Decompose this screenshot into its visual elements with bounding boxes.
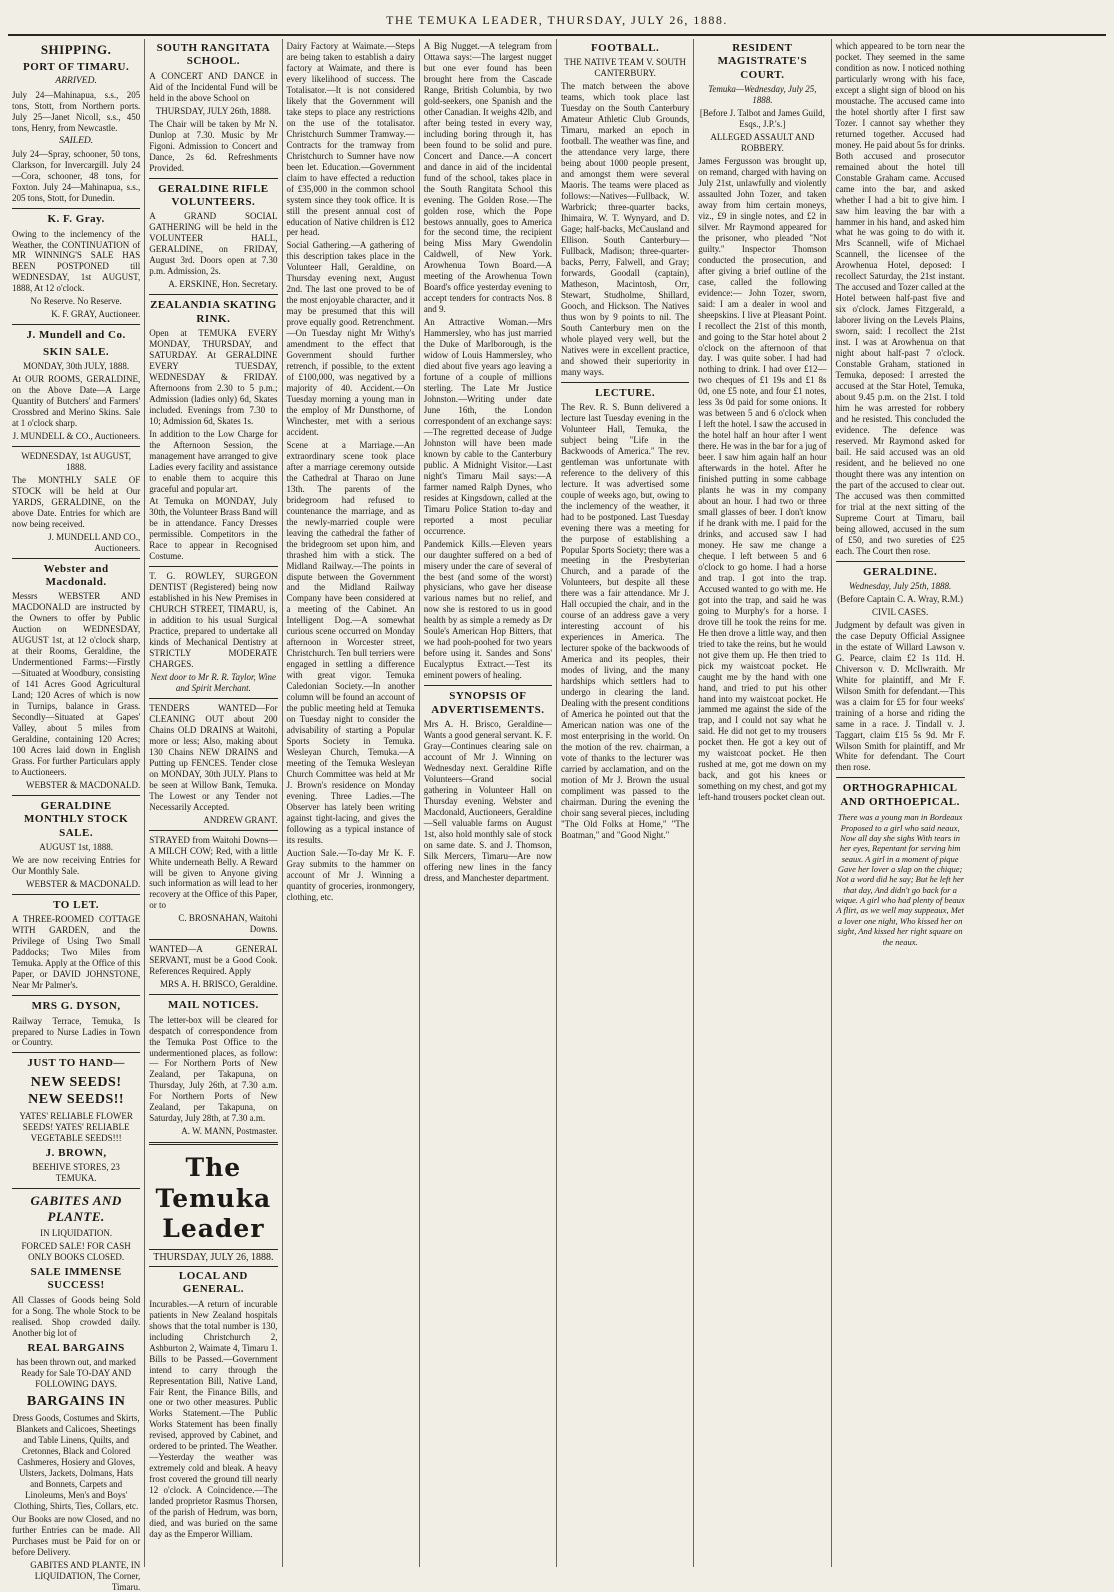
court-heading: RESIDENT MAGISTRATE'S COURT. <box>717 42 808 81</box>
grv-signature: A. ERSKINE, Hon. Secretary. <box>168 279 278 290</box>
dentist-sub: Next door to Mr R. R. Taylor, Wine and Spirit Merchant. <box>150 672 276 693</box>
football-heading: FOOTBALL. <box>590 42 660 54</box>
gabites-signature: GABITES AND PLANTE, IN LIQUIDATION, The Corner, Timaru. <box>30 1559 141 1592</box>
mail-heading: MAIL NOTICES. <box>167 999 259 1012</box>
divider <box>149 939 277 940</box>
wed-date: WEDNESDAY, 1st AUGUST, 1888. <box>21 450 132 472</box>
synopsis-text: Mrs A. H. Brisco, Geraldine—Wants a good general servant. K. F. Gray—Continues clearing sale on account of Mr J. Winning on Wednesday next. Geraldine Rifle Volunteers—Grand social gathering in Volunteer Hall on Thursday evening. Webster and Macdonald, Auctioneers, Geraldine—Sell valuable farms on August 1st, also hold monthly sale of stock on same date. S. and J. Thomson, Silk Mercers, Timaru—Are now offering new lines in the fancy dress, and Manchester department. <box>423 719 552 883</box>
issue-date: THURSDAY, JULY 26, 1888. <box>149 1249 277 1267</box>
port-heading: PORT OF TIMARU. <box>23 60 130 73</box>
seeds-text: YATES' RELIABLE FLOWER SEEDS! YATES' RELIABLE VEGETABLE SEEDS!!! <box>19 1111 133 1143</box>
news-text-2: An Attractive Woman.—Mrs Hammersley, who has just married the Duke of Marlborough, is the widow of Louis Hammersley, who died about five years ago leaving a fortune of a couple of millions sterling. The Late Mr Justice Johnston.—Writing under date June 16th, the London correspondent of an exchange says:—The regretted decease of Judge Johnston will have been made known by cable to the Canterbury public. A Midnight Visitor.—Last night's Timaru Mail says:—A farmer named Ralph Dynes, who resides at Kingsdown, called at the Timaru Police Station to-day and reported a most peculiar occurrence. <box>423 317 552 536</box>
arrived-label: ARRIVED. <box>55 76 97 87</box>
court-before: [Before J. Talbot and James Guild, Esqs., J.P.'s.] <box>699 108 825 130</box>
tolet-text: A THREE-ROOMED COTTAGE WITH GARDEN, and the Privilege of Using Two Small Paddocks; Two Miles from Temuka. Apply at the Office of this Paper, or DAVID JOHNSTONE, Near Mr Palmer's. <box>12 914 141 991</box>
webster-heading: Webster and Macdonald. <box>43 562 109 589</box>
local-text: Incurables.—A return of incurable patients in New Zealand hospitals shows that the total number is 130, including Christchurch 2, Ashburton 2, Waimate 4, Timaru 1. Bills to be Passed.—Government intend to carry through the Representation Bill, Native Land, Fair Rent, the Finance Bills, and one or two other measures. Public Works Statement.—The Public Works Statement has been finally revised, approved by Cabinet, and ordered to be printed. The Weather.—Yesterday the weather was extremely cold and bleak. A heavy frost covered the ground till nearly 12 o'clock. A Coincidence.—The landed proprietor Rasmus Thorsen, of the parish of Hedrum, was born, died, and was buried on the same day as the Emperor William. <box>149 1298 278 1540</box>
brown-text: BEEHIVE STORES, 23 TEMUKA. <box>32 1162 120 1184</box>
rink-text: Open at TEMUKA EVERY MONDAY, THURSDAY, and SATURDAY. At GERALDINE EVERY TUESDAY, WEDNESDAY & FRIDAY. Afternoons from 2.30 to 5 p.m.; Admission (ladies only) 6d, Skates included. Evenings from 7.30 to 10; Admission 6d, Skates 1s. <box>149 327 278 426</box>
skin-date: MONDAY, 30th JULY, 1888. <box>23 361 130 372</box>
mundell-heading: J. Mundell and Co. <box>26 329 126 342</box>
divider <box>12 894 140 895</box>
news-text-1: A Big Nugget.—A telegram from Ottawa says:—The largest nugget but one ever found has been brought here from the Cascade Range, British Columbia, by two gold-seekers, one Spanish and the other Canadian. It weighs 42lb, and after being tested in every way, including boring through it, has been found to be solid and pure. Concert and Dance.—A concert and dance in aid of the incidental fund of the school, takes place in the South Rangitata School this evening. The Golden Rose.—The golden rose, which the Pope bestows annually, goes to America for the second time, the recipient being Miss Mary Gwendolin Caldwell, of New York. Arowhenua Town Board.—A meeting of the Arowhenua Town Board's office yesterday evening to accept tenders for contracts Nos. 8 and 9. <box>423 41 552 315</box>
masthead: THE TEMUKA LEADER, THURSDAY, JULY 26, 1888. <box>8 6 1106 36</box>
mail-text: The letter-box will be cleared for despatch of correspondence from the Temuka Post Office to the undermentioned places, as follow:— For Northern Ports of New Zealand, per Takapuna, on Thursday, July 26th, at 7.30 a.m. For Northern Ports of New Zealand, per Takapuna, on Saturday, July 28th, at 7.30 a.m. <box>149 1014 278 1124</box>
servant-text: WANTED—A GENERAL SERVANT, must be a Good Cook. References Required. Apply <box>149 944 278 977</box>
gabites-heading: GABITES AND PLANTE. <box>30 1193 122 1225</box>
divider <box>12 324 140 325</box>
servant-signature: MRS A. H. BRISCO, Geraldine. <box>159 979 278 990</box>
divider <box>149 830 277 831</box>
divider <box>12 795 140 796</box>
webster-signature: WEBSTER & MACDONALD. <box>26 779 141 790</box>
monthly-heading: GERALDINE MONTHLY STOCK SALE. <box>24 799 129 839</box>
monthly-text: We are now receiving Entries for Our Monthly Sale. <box>12 855 141 877</box>
divider <box>149 698 277 699</box>
divider <box>12 208 140 209</box>
local-heading: LOCAL AND GENERAL. <box>178 1269 248 1296</box>
kf-noreserve: No Reserve. No Reserve. <box>30 296 122 307</box>
geraldine-date: Wednesday, July 25th, 1888. <box>849 580 952 591</box>
sailed-text: July 24—Spray, schooner, 50 tons, Clarkson, for Invercargill. July 24—Cora, schooner, 48 tons, for Foxton. July 24—Mahinapua, s.s., 205 tons, Stott, for Dunedin. <box>12 149 141 204</box>
skin-heading: SKIN SALE. <box>43 345 110 358</box>
news-text-3: Scene at a Marriage.—An extraordinary scene took place after a marriage ceremony outside the Cathedral at Tharao on June 13th. The parents of the bridegroom had refused to countenance the marriage, and as the newly-married couple were leaving the cathedral the father of the bridegroom set upon him, and thrashed him with a stick. The Midland Railway.—The points in dispute between the Government and the Midland Railway Company have been considered at a meeting of the Cabinet. An Intelligent Dog.—A somewhat curious scene occurred on Monday afternoon in Worcester street, Christchurch. Ten bull terriers were engaged in settling a difference with great vigor. Temuka Caledonian Society.—In another column will be found an account of the public meeting held at Temuka on Tuesday night to consider the advisability of starting a Popular Sports Society in Temuka. Wesleyan Church, Temuka.—A meeting of the Temuka Wesleyan Church Committee was held at Mr J. Brown's residence on Monday evening. Three Ladies.—The Observer has lately been writing against tight-lacing, and gives the following as a typical instance of its results. <box>286 439 415 845</box>
ortho-verse: There was a young man in Bordeaux Proposed to a girl who said neaux, Now all day she sighs With tears in her eyes, Repentant for serving him seaux. A girl in a moment of pique Gave her lover a slap on the chique; Not a word did he say; But he left her that day, And didn't go back for a wique. A girl who had plenty of beaux A flirt, as we well may suppeaux, Met a lover one night, Who kissed her on sight, And kissed her right square on the neaux. <box>835 812 965 947</box>
newspaper-logo: The Temuka Leader <box>155 1153 272 1244</box>
divider <box>12 1188 140 1189</box>
divider <box>836 777 965 778</box>
divider <box>12 995 140 996</box>
divider <box>149 1142 277 1145</box>
grv-heading: GERALDINE RIFLE VOLUNTEERS. <box>158 182 269 208</box>
court-continued: which appeared to be torn near the pocket. They seemed in the same condition as now. I noticed nothing particularly wrong with his face, except a slight sign of blood on his moustache. The accused came into the hotel shortly after I first saw Tozer. I cannot say whether they returned together. Accused had money. He paid about 5s for drinks. Both accused and prosecutor remained about the hotel till Constable Graham came. Accused came into the bar, and asked whether I had a bit to give him. I saw him leaving the bar with a hammer in his hand, and asked him what he was going to do with it. Mrs Scannell, wife of Michael Scannell, the licensee of the Arowhenua Hotel, deposed: I recollect Saturday, the 21st instant. The accused and Tozer called at the Hotel between half-past five and six o'clock. James Fitzgerald, a laborer living on the Levels Plains, sworn, said: I recollect the 21st inst. I was at Arowhenua on that night about half-past 7 o'clock. Constable Graham, stationed in Temuka, deposed: I arrested the accused at the Star Hotel, Temuka, about 9.45 p.m. on the 21st. I told him he was arrested for robbery and he resisted. This concluded the evidence. The defence was reserved. Mr Raymond asked for bail. He said accused was an old resident, and he believed no one thought there was any intention on the part of the accused to clear out. The accused was then committed for trial at the next sitting of the Supreme Court at Timaru, bail being allowed, accused in the sum of £50, and two sureties of £25 each. The Court then rose. <box>835 41 965 556</box>
kf-text: Owing to the inclemency of the Weather, the CONTINUATION of MR WINNING'S SALE HAS BEEN POSTPONED till WEDNESDAY, 1st AUGUST, 1888, At 12 o'clock. <box>12 228 141 294</box>
dyson-text: Railway Terrace, Temuka, Is prepared to Nurse Ladies in Town or Country. <box>12 1015 141 1048</box>
football-sub: THE NATIVE TEAM V. SOUTH CANTERBURY. <box>564 57 686 79</box>
dentist-text: T. G. ROWLEY, SURGEON DENTIST (Registered) being now established in his New Premises in CHURCH STREET, TIMARU, is, in addition to his usual Surgical Practice, prepared to undertake all kinds of Mechanical Dentistry at STRICTLY MODERATE CHARGES. <box>149 571 278 670</box>
monthly-signature: WEBSTER & MACDONALD. <box>26 878 141 889</box>
divider <box>12 558 140 559</box>
divider <box>12 1052 140 1053</box>
column-4 <box>420 39 557 1567</box>
column-3 <box>283 39 420 1567</box>
strayed-signature: C. BROSNAHAN, Waitohi Downs. <box>178 913 278 935</box>
column-6 <box>694 39 831 1567</box>
tender-text: TENDERS WANTED—For CLEANING OUT about 200 Chains OLD DRAINS at Waitohi, more or less; Also, making about 130 Chains NEW DRAINS and Putting up FENCES. Tender close on MONDAY, 30th JULY. Plans to be seen at Willow Bank, Temuka. The Lowest or any Tender not Necessarily Accepted. <box>149 702 278 812</box>
tolet-heading: TO LET. <box>53 898 100 911</box>
concert-text: A CONCERT AND DANCE in Aid of the Incidental Fund will be held in the above School on <box>149 70 278 103</box>
bargains-banner: BARGAINS IN <box>26 1393 126 1409</box>
stock-text: The MONTHLY SALE OF STOCK will be held at Our YARDS, GERALDINE, on the above Date. Entries for which are now being received. <box>12 474 141 529</box>
football-text: The match between the above teams, which took place last Tuesday on the South Canterbury Amateur Athletic Club Grounds, Timaru, marked an epoch in football. The weather was fine, and the attendance very large, there being about 1000 people present, and amongst them were several Maoris. The teams were placed as follows:—Natives—Fullback, W. Warbrick; three-quarter backs, Ihimaira, W. T. Wynyard, and D. Gage; half-backs, McCausland and Ellison. South Canterbury—Fullback, Madison; three-quarter-backs, Perry, Falwell, and Gray; forwards, Goodall (captain), Matheson, Macintosh, Orr, Stewart, Studholme, Shillard, Gooch, and Hickson. The Natives thus won by 9 points to nil. The South Canterbury men on the whole played very well, but the Natives were in excellent practice, and showed their superiority in many ways. <box>561 81 690 377</box>
sale-success: SALE IMMENSE SUCCESS! <box>30 1265 122 1292</box>
webster-text: Messrs WEBSTER AND MACDONALD are instructed by the Owners to offer by Public Auction on WEDNESDAY, AUGUST 1st, at 12 o'clock sharp, at their Rooms, Geraldine, the Undermentioned Farms:—Firstly—Situated at Woodbury, consisting of 141 Acres Good Agricultural Land; 120 Acres of which is now in Turnips, balance in Grass. Secondly—Situated at Gapes' Valley, about 5 miles from Geraldine, containing 120 Acres; 100 Acres laid down in English Grass. For further Particulars apply to Auctioneers. <box>12 591 141 777</box>
divider <box>424 685 552 686</box>
concert-more: The Chair will be taken by Mr N. Dunlop at 7.30. Music by Mr Figoni. Admission to Concert and Dance, 2s 6d. Refreshments Provided. <box>149 118 278 173</box>
arrived-text: July 24—Mahinapua, s.s., 205 tons, Stott, from Northern ports. July 25—Janet Nicoll, s.s., 450 tons, Henry, from Newcastle. <box>12 89 141 133</box>
court-date: Temuka—Wednesday, July 25, 1888. <box>708 84 817 106</box>
divider <box>12 446 140 447</box>
grv-text: A GRAND SOCIAL GATHERING will be held in the VOLUNTEER HALL, GERALDINE, on FRIDAY, August 3rd. Doors open at 7.30 p.m. Admission, 2s. <box>149 211 278 277</box>
skin-signature: J. MUNDELL & CO., Auctioneers. <box>12 430 141 441</box>
divider <box>836 561 965 562</box>
synopsis-heading: SYNOPSIS OF ADVERTISEMENTS. <box>431 690 545 716</box>
monthly-date: AUGUST 1st, 1888. <box>39 842 114 853</box>
bargains-sub: has been thrown out, and marked Ready for Sale TO-DAY AND FOLLOWING DAYS. <box>16 1356 136 1389</box>
column-7 <box>832 39 969 1567</box>
civil-label: CIVIL CASES. <box>872 606 929 617</box>
geraldine-before: (Before Captain C. A. Wray, R.M.) <box>837 593 964 604</box>
liquidation-label: IN LIQUIDATION. <box>40 1227 113 1238</box>
bargains-footer: Our Books are now Closed, and no further Entries can be made. All Purchases must be Paid for on or before Delivery. <box>12 1513 141 1557</box>
geraldine-heading: GERALDINE. <box>862 565 938 578</box>
forced-sale: FORCED SALE! FOR CASH ONLY BOOKS CLOSED. <box>21 1240 131 1262</box>
ortho-heading: ORTHOGRAPHICAL AND ORTHOEPICAL. <box>840 782 960 808</box>
shipping-heading: SHIPPING. <box>40 42 112 57</box>
rink-heading: ZEALANDIA SKATING RINK. <box>150 299 277 325</box>
divider <box>149 566 277 567</box>
sailed-label: SAILED. <box>59 135 94 146</box>
news-text-4: Auction Sale.—To-day Mr K. F. Gray submits to the hammer on account of Mr J. Winning a quantity of groceries, ironmongery, clothing, etc. <box>286 847 415 902</box>
tender-signature: ANDREW GRANT. <box>203 814 278 825</box>
news-text-1: Dairy Factory at Waimate.—Steps are being taken to establish a dairy factory at Waimate, and there is every likelihood of success. The Totalisator.—It is not considered likely that the Government will take steps to place any restrictions on the use of the totalisator. Christchurch Summer Tramway.—Contracts for the tramway from Christchurch to Sumner have now been let. Education.—Government claim to have effected a reduction of £35,000 in the common school system since they took office. It is still the present annual cost of education of Native children is £12 per head. <box>286 41 415 238</box>
rink-more: In addition to the Low Charge for the Afternoon Session, the management have arranged to give Ladies every facility and assistance to enable them to acquire this graceful and popular art. <box>149 428 278 494</box>
court-case: ALLEGED ASSAULT AND ROBBERY. <box>710 132 815 154</box>
real-bargains: REAL BARGAINS <box>27 1341 125 1354</box>
seeds-banner: NEW SEEDS! NEW SEEDS!! <box>28 1074 125 1107</box>
lecture-heading: LECTURE. <box>595 386 656 399</box>
news-text-3: Pandemick Kills.—Eleven years our daughter suffered on a bed of misery under the care of several of the best (and some of the worst) physicians, who gave her disease various names but no relief, and now she is restored to us in good health by as simple a remedy as Dr Soule's American Hop Bitters, that we had pooh-poohed for two years before using it. Sandes and Sons' Eucalyptus Extract.—Test its eminent powers of healing. <box>423 538 552 681</box>
strayed-text: STRAYED from Waitohi Downs—A MILCH COW; Red, with a little White underneath Belly. A Reward will be given to Anyone giving such information as will lead to her recovery at the Office of this Paper, or to <box>149 834 278 911</box>
mail-signature: A. W. MANN, Postmaster. <box>181 1126 278 1137</box>
dyson-heading: MRS G. DYSON, <box>31 1000 121 1013</box>
divider <box>561 382 689 383</box>
rink-band: At Temuka on MONDAY, July 30th, the Volunteer Brass Band will be in attendance. Fancy Dresses permissible. Competitors in the Race to appear in Recognised Costume. <box>149 496 278 562</box>
brown-heading: J. BROWN, <box>45 1146 107 1159</box>
news-text-2: Social Gathering.—A gathering of this description takes place in the Volunteer Hall, Geraldine, on Thursday evening next, August 2nd. The last one proved to be of the most enjoyable character, and it may be presumed that this will prove equally good. Retrenchment.—On Tuesday night Mr Withy's amendment to the effect that Government should further retrench, if possible, to the extent of £100,000, was negatived by a majority of 40. Accident.—On Tuesday morning a young man in the employ of Mr Dunsthorne, of Winchester, met with a serious accident. <box>286 240 415 437</box>
bargains-list: Dress Goods, Costumes and Skirts, Blankets and Calicoes, Sheetings and Table Linens, Quilts, and Cretonnes, Black and Colored Cashmeres, Hosiery and Gloves, Ulsters, Jackets, Dolmans, Hats and Bonnets, Carpets and Linoleums, Men's and Boys' Clothing, Shirts, Ties, Collars, etc. <box>12 1412 140 1511</box>
divider <box>149 178 277 179</box>
srs-heading: SOUTH RANGITATA SCHOOL. <box>156 42 271 68</box>
column-1 <box>8 39 145 1592</box>
civil-text: Judgment by default was given in the case Deputy Official Assignee in the estate of Willard Lawson v. G. Pearce, claim £2 1s 11d. H. Chiverson v. D. McIlwraith. Mr White for plaintiff, and Mr F. Wilson Smith for defendant.—This was a claim for £5 for four weeks' training of a horse and riding the same in a race. J. Tindall v. J. Taggart, claim £15 5s 9d. Mr F. Wilson Smith for plaintiff, and Mr White for defendant. The Court then rose. <box>835 619 965 773</box>
column-5 <box>557 39 694 1567</box>
court-text: James Fergusson was brought up, on remand, charged with having on July 21st, unlawfully and violently assaulted John Tozer, and taken away from him certain moneys, viz., £9 in single notes, and £2 in silver. Mr Raymond appeared for the prisoner, who pleaded "Not guilty." Inspector Thomson conducted the prosecution, and after giving a brief outline of the case, called the following evidence:— John Tozer, sworn, said: I am a dealer in wool and sheepskins. I live at Pleasant Point. I recollect the 21st of this month, and going to the Star hotel about 2 o'clock on the afternoon of that day. I was quite sober. I had had nothing to drink. I had over £12—two cheques of £1 19s and £1 8s 0d, one £5 note, and four £1 notes, less 3s 0d paid for some onions. It was between 5 and 6 o'clock when I left the hotel. I saw the accused in the hotel half an hour after I went there. He was in the bar for a jug of beer. I saw him again half an hour afterwards in the hotel. After he finished putting in some cabbage plants he was in my company about an hour. I had two or three small glasses of beer. I don't know if he drank with me. I paid for the drinks, and accused saw I had money. He saw me change a cheque. I left between 5 and 6 o'clock to go home. I had a horse and trap. I got into the trap. Accused wanted to go with me. He got into the trap, and said he was going to Murphy's for a horse. I drove till he took the reins for me. He then drove a little way, and then tried to take the reins, but he would not give them up. He then tried to pick my waistcoat pocket. He caught me by the hand with one hand, and tried to put his other hand into my waistcoat pocket. He jammed me against the side of the trap, and I could not say what he said. He did not get to my trousers pocket then. He got a key out of my waistcoat pocket. He then rushed at me, got me down on my back, and got his knees or something on my chest, and got my left-hand trousers pocket clean out. <box>698 156 827 803</box>
seeds-heading: JUST TO HAND— <box>27 1057 125 1070</box>
stock-signature: J. MUNDELL AND CO., Auctioneers. <box>48 531 141 553</box>
kf-heading: K. F. Gray. <box>47 213 105 226</box>
column-2 <box>145 39 282 1567</box>
divider <box>149 994 277 995</box>
lecture-text: The Rev. R. S. Bunn delivered a lecture last Tuesday evening in the Volunteer Hall, Temuka, the subject being "Life in the Backwoods of America." The rev. gentleman was unfortunate with reference to the delivery of this lecture. It was advertised some couple of weeks ago, but, owing to the inclemency of the weather, it had to be postponed. Last Tuesday evening there was a meeting for the purpose of establishing a Popular Sports Society; there was a meeting in the Presbyterian Church, and a parade of the Volunteers, but despite all these there was a fair attendance. Mr J. Hall occupied the chair, and in the course of an address gave a very interesting account of his experiences in America. The lecturer spoke of the backwoods of America and its peoples, their modes of living, and the many hardships which settlers had to undergo in clearing the land. Dealing with the present conditions of America he pointed out that the American nation was one of the most enterprising in the world. On the motion of the rev. chairman, a vote of thanks to the lecturer was carried by acclamation, and on the motion of Mr J. Brown the usual compliment was passed to the chairman. During the evening the choir sang several pieces, including "The Old Folks at Home," "The Boatman," and "Good Night." <box>561 401 690 840</box>
concert-date: THURSDAY, JULY 26th, 1888. <box>155 105 272 116</box>
all-classes-text: All Classes of Goods being Sold for a Song. The whole Stock to be realised. Shop crowded daily. Another big lot of <box>12 1294 141 1338</box>
columns <box>8 39 1106 1592</box>
skin-text: At OUR ROOMS, GERALDINE, on the Above Date—A Large Quantity of Butchers' and Farmers' Crossbred and Merino Skins. Sale at 1 o'clock sharp. <box>12 374 141 428</box>
kf-signature: K. F. GRAY, Auctioneer. <box>51 309 141 320</box>
newspaper-page <box>8 6 1106 1592</box>
divider <box>149 294 277 295</box>
